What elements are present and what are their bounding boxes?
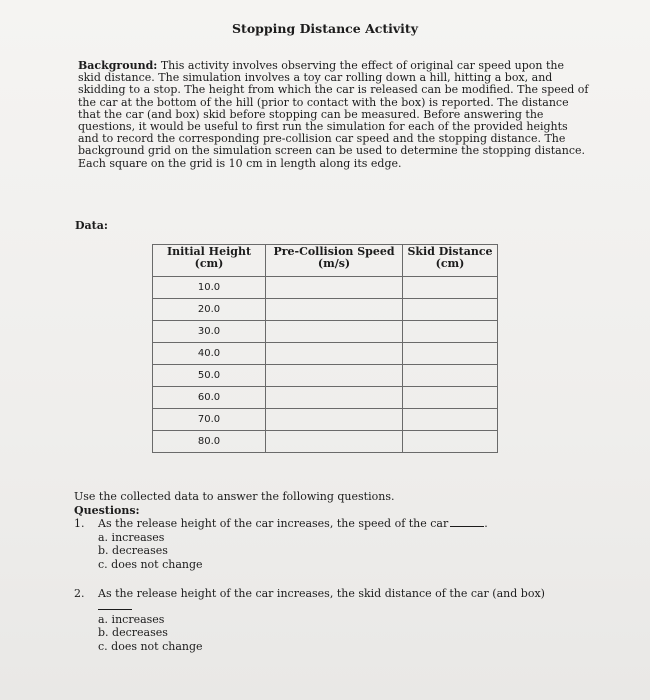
data-table xyxy=(152,244,498,453)
question-1: 1. As the release height of the car increases, the speed of the car . a. increases b. decreases c. does not change xyxy=(74,517,594,571)
header-skid-distance: Skid Distance (cm) xyxy=(403,245,498,277)
option-decreases[interactable]: b. decreases xyxy=(98,626,168,639)
height-cell: 80.0 xyxy=(153,431,266,453)
table-row xyxy=(153,277,498,299)
question-number: 1. xyxy=(74,517,85,530)
option-increases[interactable]: a. increases xyxy=(98,530,165,544)
answer-options xyxy=(98,531,594,572)
question-text: As the release height of the car increases, the speed of the car xyxy=(98,517,449,530)
answer-options xyxy=(98,613,594,654)
question-number: 2. xyxy=(74,587,85,600)
answer-blank[interactable] xyxy=(450,518,484,527)
height-cell: 50.0 xyxy=(153,365,266,387)
skid-distance-cell[interactable] xyxy=(403,365,498,387)
data-label: Data: xyxy=(75,219,108,232)
option-does-not-change[interactable]: c. does not change xyxy=(98,557,203,571)
skid-distance-cell[interactable] xyxy=(403,343,498,365)
background-text: This activity involves observing the effect of original car speed upon the skid distance. The simulation involves a toy car rolling down a hill, hitting a box, and skidding to a stop. The height from which the car is released can be modified. The speed of the car at the bottom of the hill (prior to contact with the box) is reported. The distance that the car (and box) skid before stopping can be measured. Before answering the questions, it would be useful to first run the simulation for each of the provided heights and to record the corresponding pre-collision car speed and the stopping distance. The background grid on the simulation screen can be used to determine the stopping distance. Each square on the grid is 10 cm in length along its edge. xyxy=(78,59,589,170)
header-initial-height: Initial Height (cm) xyxy=(153,245,266,277)
question-2 xyxy=(74,587,594,653)
height-cell: 60.0 xyxy=(153,387,266,409)
skid-distance-cell[interactable] xyxy=(403,431,498,453)
background-label: Background: xyxy=(78,59,158,72)
table-row xyxy=(153,321,498,343)
table-header-row xyxy=(153,245,498,277)
speed-cell[interactable] xyxy=(266,343,403,365)
questions-intro: Use the collected data to answer the following questions. xyxy=(74,490,395,503)
speed-cell[interactable] xyxy=(266,321,403,343)
table-row xyxy=(153,365,498,387)
skid-distance-cell[interactable] xyxy=(403,409,498,431)
question-text: As the release height of the car increases, the skid distance of the car (and box) xyxy=(98,587,545,600)
skid-distance-cell[interactable] xyxy=(403,277,498,299)
speed-cell[interactable] xyxy=(266,299,403,321)
page-title: Stopping Distance Activity xyxy=(232,21,418,36)
table-row xyxy=(153,343,498,365)
option-decreases[interactable]: b. decreases xyxy=(98,544,168,557)
header-pre-collision-speed: Pre-Collision Speed (m/s) xyxy=(266,245,403,277)
answer-blank[interactable] xyxy=(98,601,132,610)
background-paragraph xyxy=(78,60,590,170)
table-row xyxy=(153,387,498,409)
speed-cell[interactable] xyxy=(266,431,403,453)
speed-cell[interactable] xyxy=(266,277,403,299)
skid-distance-cell[interactable] xyxy=(403,387,498,409)
height-cell: 40.0 xyxy=(153,343,266,365)
skid-distance-cell[interactable] xyxy=(403,321,498,343)
table-row xyxy=(153,409,498,431)
questions-section xyxy=(74,490,594,653)
speed-cell[interactable] xyxy=(266,409,403,431)
height-cell: 30.0 xyxy=(153,321,266,343)
speed-cell[interactable] xyxy=(266,365,403,387)
option-increases[interactable]: a. increases xyxy=(98,612,165,626)
table-row xyxy=(153,431,498,453)
questions-heading: Questions: xyxy=(74,503,140,517)
height-cell: 70.0 xyxy=(153,409,266,431)
height-cell: 20.0 xyxy=(153,299,266,321)
speed-cell[interactable] xyxy=(266,387,403,409)
table-row xyxy=(153,299,498,321)
option-does-not-change[interactable]: c. does not change xyxy=(98,639,203,653)
height-cell: 10.0 xyxy=(153,277,266,299)
skid-distance-cell[interactable] xyxy=(403,299,498,321)
